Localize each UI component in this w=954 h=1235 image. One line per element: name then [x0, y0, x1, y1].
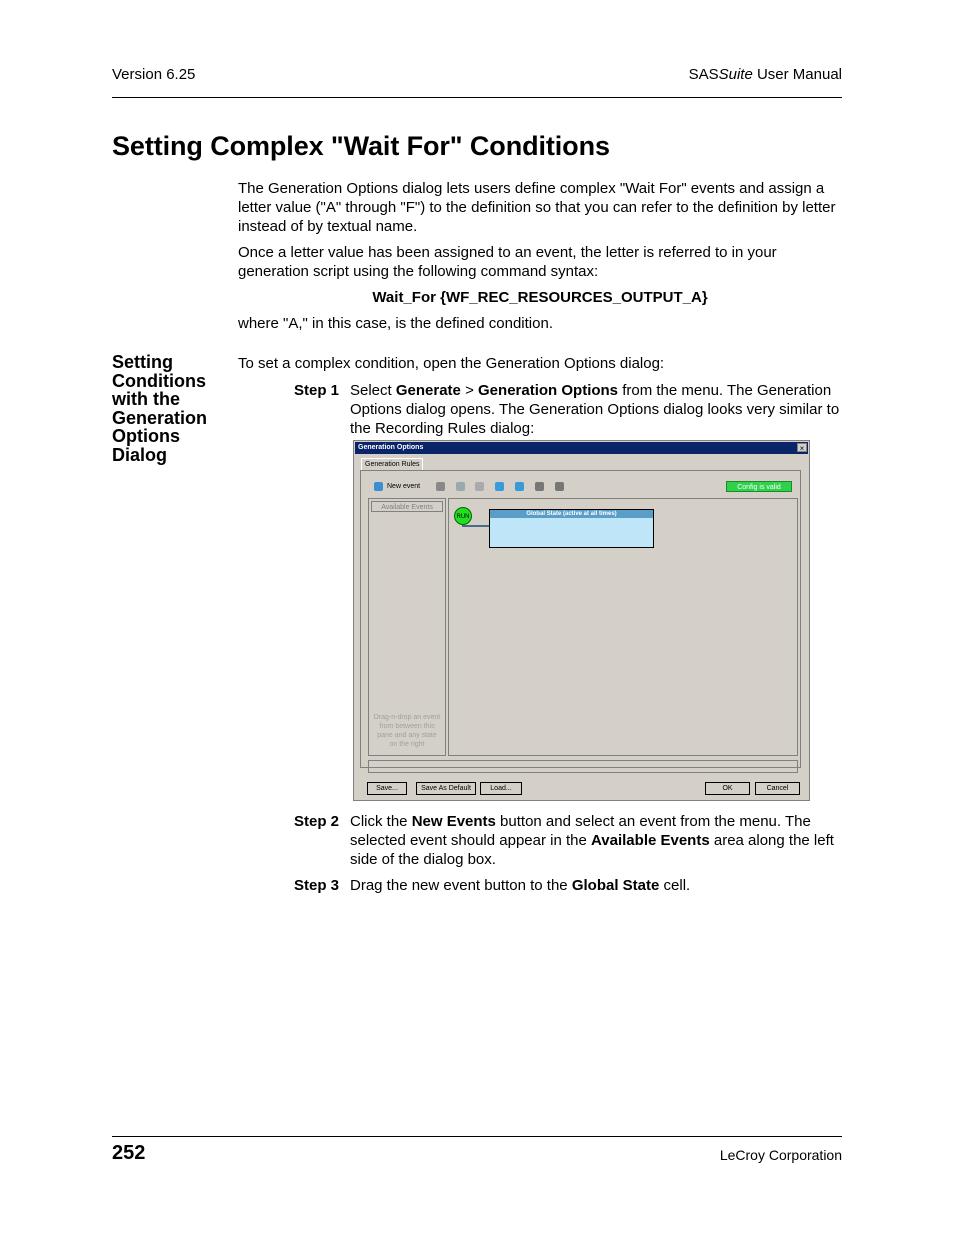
- close-icon[interactable]: ×: [797, 443, 807, 452]
- run-state-icon[interactable]: RUN: [454, 507, 472, 525]
- header-rule: [112, 97, 842, 98]
- generation-options-dialog: [353, 440, 810, 801]
- redo-icon[interactable]: [475, 482, 484, 491]
- page-title: Setting Complex "Wait For" Conditions: [112, 131, 610, 161]
- options-icon[interactable]: [535, 482, 544, 491]
- page-number: 252: [112, 1142, 146, 1164]
- company-name: LeCroy Corporation: [719, 1147, 842, 1163]
- step-label: Step 2: [294, 813, 340, 830]
- undo-icon[interactable]: [456, 482, 465, 491]
- available-events-pane[interactable]: [368, 498, 446, 756]
- header-manual-title: [689, 66, 842, 83]
- step-label: Step 1: [294, 382, 340, 399]
- intro-paragraph-3: where "A," in this case, is the defined condition.: [238, 315, 553, 332]
- load-button[interactable]: Load...: [480, 782, 522, 795]
- step-text: Click the New Events button and select an event from the menu. The selected event should appear in the Available Events area along the left side of the dialog box.: [350, 813, 834, 868]
- section-heading: Setting Conditions with the Generation Options Dialog: [112, 352, 208, 465]
- global-state-cell[interactable]: [489, 509, 654, 548]
- transition-arrow: [462, 525, 490, 527]
- new-event-icon: [374, 482, 383, 491]
- save-as-default-button[interactable]: Save As Default: [416, 782, 476, 795]
- ok-button[interactable]: OK: [705, 782, 750, 795]
- step-text: Select Generate > Generation Options from the menu. The Generation Options dialog opens. The Generation Options dialog looks very similar to the Recording Rules dialog:: [350, 382, 840, 437]
- dialog-title: Generation Options: [355, 442, 808, 454]
- status-bar: [368, 760, 798, 773]
- intro-paragraph-1: The Generation Options dialog lets users define complex "Wait For" events and assign a letter value ("A" through "F") to the definition so that you can refer to the definition by letter instead of by textual name.: [238, 180, 836, 235]
- zoom-in-icon[interactable]: [495, 482, 504, 491]
- drag-hint: Drag-n-drop an event from between this pane and any state on the right: [373, 714, 441, 748]
- config-status-badge: Config is valid: [726, 481, 792, 492]
- manual-suffix: User Manual: [752, 66, 842, 83]
- global-state-title: Global State (active at all times): [490, 510, 653, 518]
- manual-italic: Suite: [718, 66, 753, 83]
- intro-paragraph-2: Once a letter value has been assigned to an event, the letter is referred to in your generation script using the following command syntax:: [238, 244, 777, 280]
- delete-icon[interactable]: [436, 482, 445, 491]
- manual-prefix: SAS: [688, 66, 719, 83]
- footer-rule: [112, 1136, 842, 1137]
- available-events-header: Available Events: [371, 501, 443, 512]
- header-version: Version 6.25: [112, 66, 196, 83]
- cancel-button[interactable]: Cancel: [755, 782, 800, 795]
- tab-generation-rules[interactable]: Generation Rules: [361, 458, 423, 471]
- save-button[interactable]: Save...: [367, 782, 407, 795]
- zoom-out-icon[interactable]: [515, 482, 524, 491]
- step-text: Drag the new event button to the Global State cell.: [350, 877, 691, 894]
- command-syntax: Wait_For {WF_REC_RESOURCES_OUTPUT_A}: [372, 289, 708, 306]
- section-lead: To set a complex condition, open the Generation Options dialog:: [238, 355, 665, 372]
- print-icon[interactable]: [555, 482, 564, 491]
- new-event-button[interactable]: New event: [387, 483, 421, 490]
- state-canvas[interactable]: [448, 498, 798, 756]
- step-label: Step 3: [294, 877, 340, 894]
